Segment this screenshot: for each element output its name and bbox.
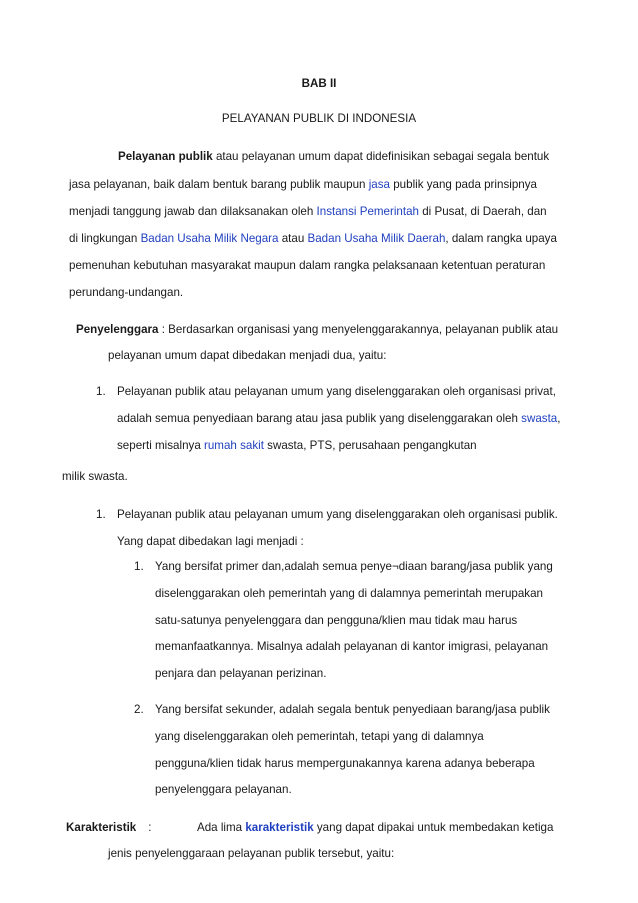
intro-text-4b: atau (278, 232, 308, 245)
link-swasta[interactable]: swasta (521, 412, 558, 425)
intro-line-3 (69, 205, 547, 219)
list-item-number: 1. (96, 508, 106, 521)
intro-line-1 (118, 150, 549, 164)
list2-item1-line-3: satu-satunya penyelenggara dan pengguna/klien mau tidak mau harus (155, 614, 518, 627)
karakteristik-line-2: jenis penyelenggaraan pelayanan publik tersebut, yaitu: (108, 847, 395, 860)
karakteristik-colon: : (148, 821, 152, 834)
penyelenggara-text-1: : Berdasarkan organisasi yang menyelenggarakannya, pelayanan publik atau (158, 323, 559, 336)
list1-item1-line-1: Pelayanan publik atau pelayanan umum yang diselenggarakan oleh organisasi privat, (117, 385, 556, 398)
intro-term: Pelayanan publik (118, 150, 213, 163)
intro-text-2b: publik yang pada prinsipnya (390, 178, 537, 191)
list1-item1-text-2b: , (557, 412, 561, 425)
intro-line-5: pemenuhan kebutuhan masyarakat maupun dalam rangka pelaksanaan ketentuan peraturan (69, 259, 546, 272)
list1-item1-line-4: milik swasta. (62, 470, 128, 483)
intro-text-2a: jasa pelayanan, baik dalam bentuk barang publik maupun (69, 178, 369, 191)
list2-item1-line-1: Yang bersifat primer dan,adalah semua penye¬diaan barang/jasa publik yang (155, 560, 553, 573)
list-item-number: 2. (134, 703, 144, 716)
penyelenggara-term: Penyelenggara (76, 323, 159, 336)
list1-item1-line-2 (117, 412, 560, 426)
chapter-title: PELAYANAN PUBLIK DI INDONESIA (221, 112, 417, 125)
karakteristik-text-1b: yang dapat dipakai untuk membedakan ketiga (313, 821, 554, 834)
list1-item1-text-2a: adalah semua penyediaan barang atau jasa publik yang diselenggarakan oleh (117, 412, 522, 425)
intro-text-4c: , dalam rangka upaya (445, 232, 557, 245)
link-bumd[interactable]: Badan Usaha Milik Daerah (307, 232, 446, 245)
list2-item2-line-2: yang diselenggarakan oleh pemerintah, tetapi yang di dalamnya (155, 730, 484, 743)
list2-item1-line-2: diselenggarakan oleh pemerintah yang di dalamnya pemerintah merupakan (155, 587, 543, 600)
chapter-heading: BAB II (301, 77, 337, 90)
intro-text-1: atau pelayanan umum dapat didefinisikan sebagai segala bentuk (212, 150, 550, 163)
intro-line-2 (69, 178, 537, 192)
link-bumn[interactable]: Badan Usaha Milik Negara (140, 232, 279, 245)
intro-text-4a: di lingkungan (69, 232, 141, 245)
list-item-number: 1. (134, 560, 144, 573)
penyelenggara-line-2: pelayanan umum dapat dibedakan menjadi dua, yaitu: (108, 349, 387, 362)
karakteristik-term: Karakteristik (66, 821, 137, 834)
list1-item1-text-3b: swasta, PTS, perusahaan pengangkutan (263, 439, 477, 452)
list2-item2-line-4: penyelenggara pelayanan. (155, 783, 292, 796)
intro-text-3b: di Pusat, di Daerah, dan (419, 205, 547, 218)
list1-item1-text-3a: seperti misalnya (117, 439, 204, 452)
list1-item1-line-3 (117, 439, 477, 453)
penyelenggara-line-1 (76, 323, 558, 337)
intro-line-6: perundang-undangan. (69, 286, 184, 299)
list-item-number: 1. (96, 385, 106, 398)
intro-line-4 (69, 232, 557, 246)
list1-item2-line-1: Pelayanan publik atau pelayanan umum yang diselenggarakan oleh organisasi publik. (117, 508, 558, 521)
list2-item2-line-3: pengguna/klien tidak harus mempergunakannya karena adanya beberapa (155, 757, 535, 770)
karakteristik-line-1 (197, 821, 553, 835)
link-rumah-sakit[interactable]: rumah sakit (204, 439, 264, 452)
link-jasa[interactable]: jasa (368, 178, 390, 191)
karakteristik-label-line (66, 821, 151, 835)
intro-text-3a: menjadi tanggung jawab dan dilaksanakan oleh (69, 205, 317, 218)
link-karakteristik[interactable]: karakteristik (245, 821, 314, 834)
list1-item2-line-2: Yang dapat dibedakan lagi menjadi : (117, 535, 304, 548)
list2-item1-line-4: memanfaatkannya. Misalnya adalah pelayanan di kantor imigrasi, pelayanan (155, 640, 549, 653)
karakteristik-text-1a: Ada lima (197, 821, 246, 834)
link-instansi-pemerintah[interactable]: Instansi Pemerintah (316, 205, 419, 218)
list2-item1-line-5: penjara dan pelayanan perizinan. (155, 667, 327, 680)
list2-item2-line-1: Yang bersifat sekunder, adalah segala bentuk penyediaan barang/jasa publik (155, 703, 550, 716)
